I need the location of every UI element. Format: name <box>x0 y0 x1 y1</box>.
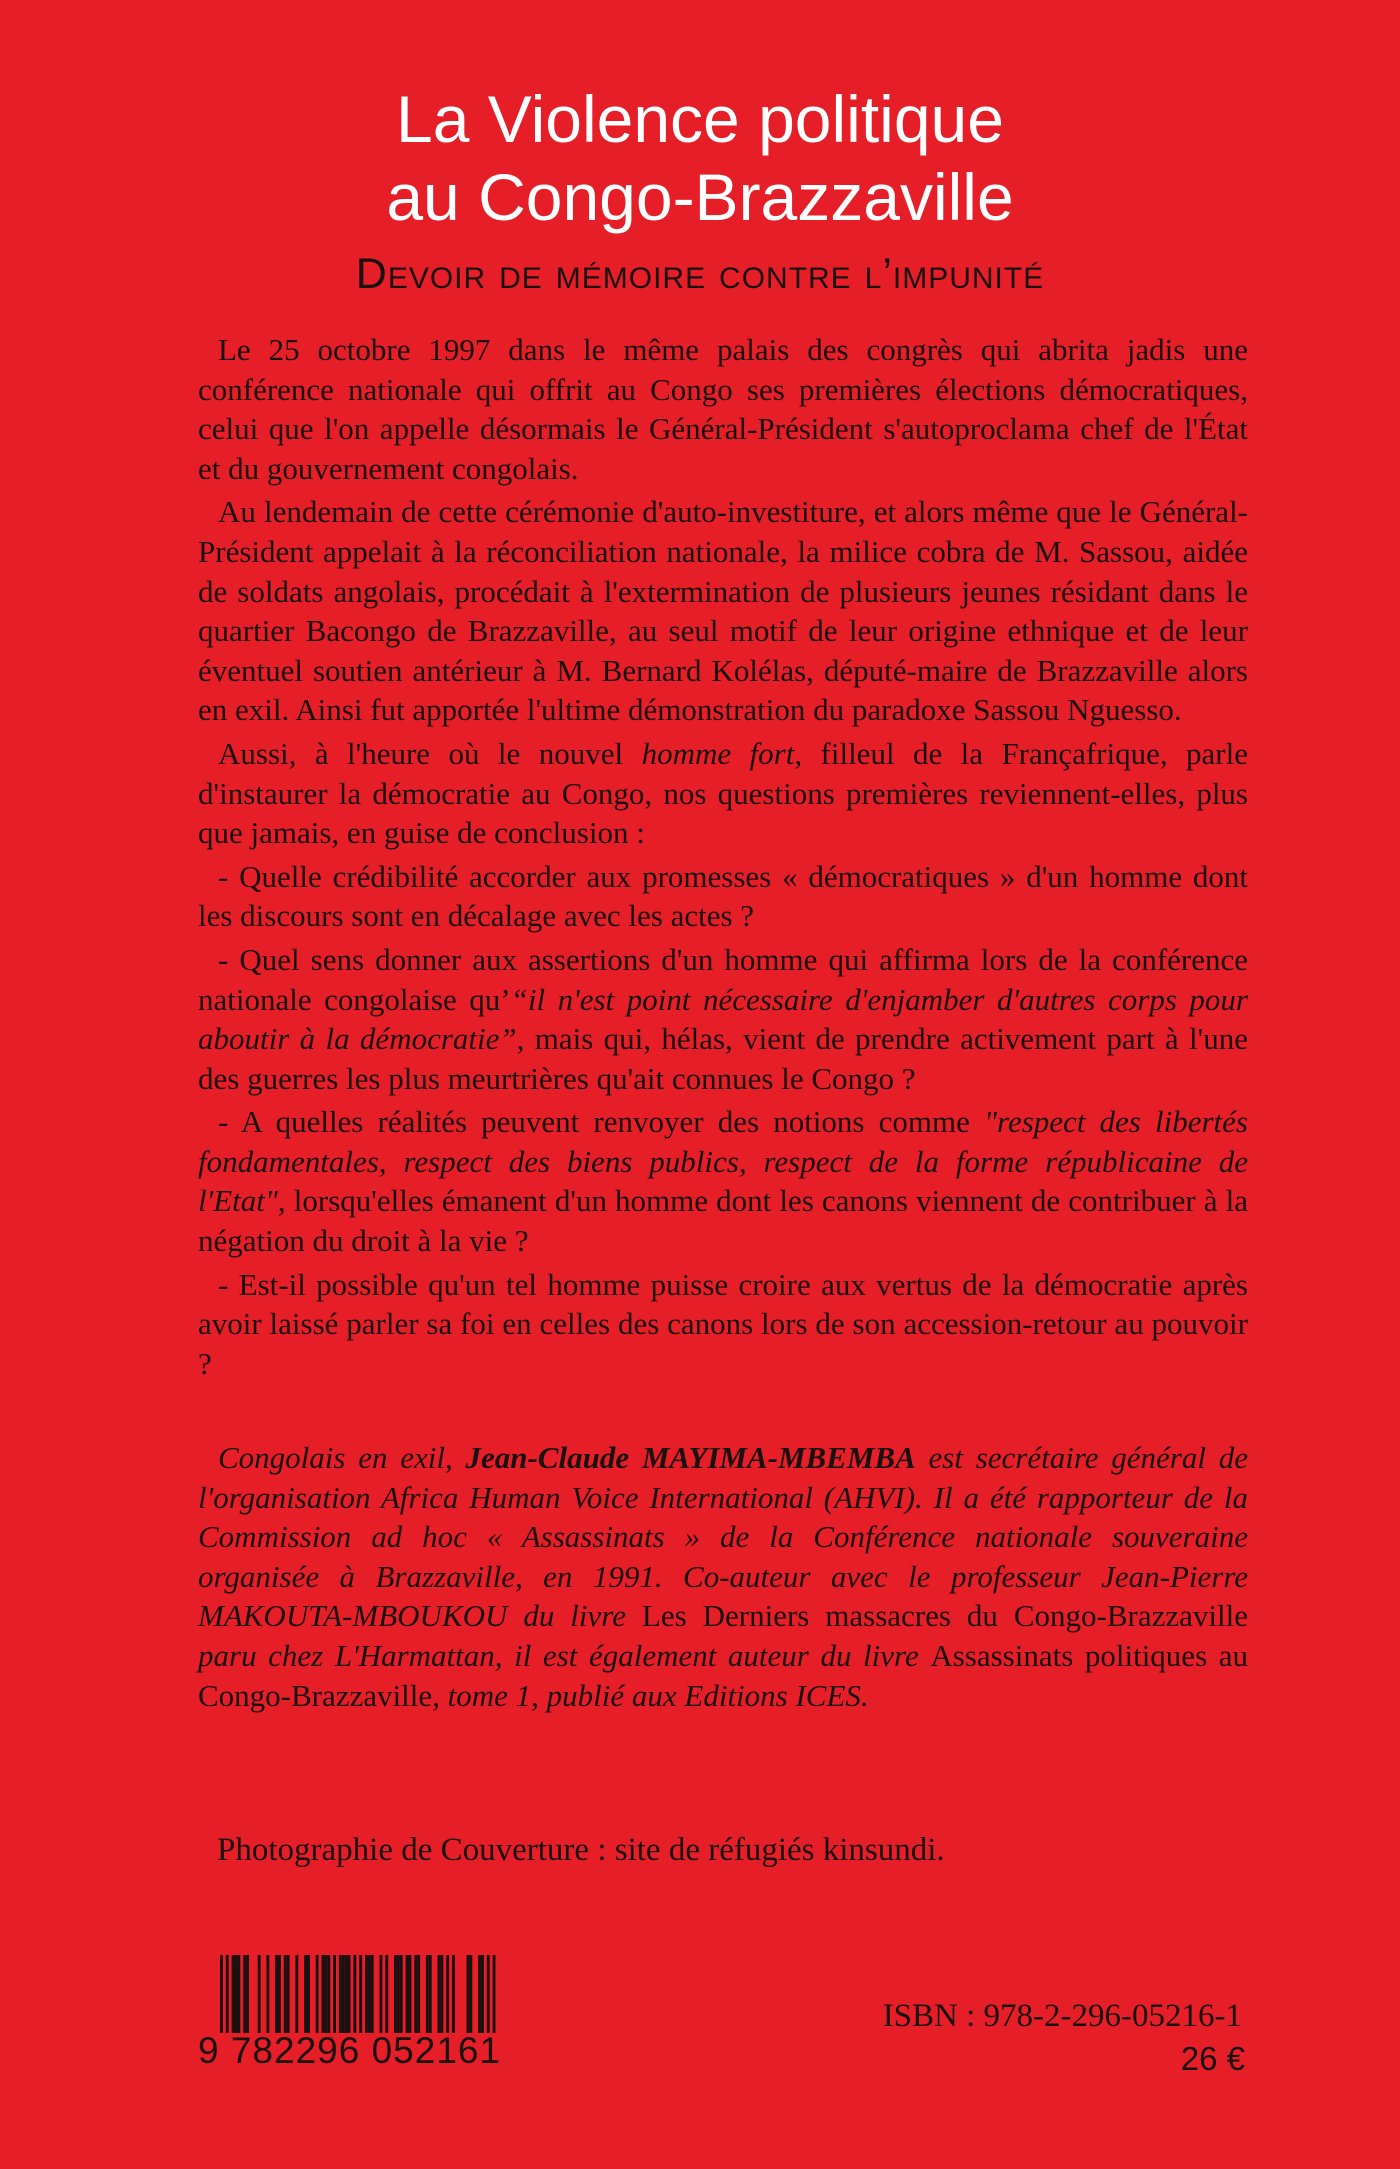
author-bio-paragraph <box>198 1438 1248 1715</box>
book-subtitle: Devoir de mémoire contre l’impunité <box>355 250 1045 298</box>
barcode-bar <box>353 1955 356 2033</box>
barcode-bar <box>365 1955 368 2033</box>
barcode-bar <box>406 1955 409 2033</box>
barcode-digits: 9 782296 052161 <box>198 2030 502 2071</box>
barcode-bar <box>304 1955 307 2033</box>
barcode-bar <box>220 1955 223 2033</box>
barcode-bar <box>478 1955 481 2033</box>
barcode-bar <box>339 1955 342 2033</box>
barcode-bar <box>426 1955 429 2033</box>
question-1: - Quelle crédibilité accorder aux promesses « démocratiques » d'un homme dont les discours sont en décalage avec les actes ? <box>198 858 1248 934</box>
barcode-bar <box>467 1955 470 2033</box>
barcode-bar <box>368 1955 371 2033</box>
question-2-text-a: - Quel sens donner aux assertions d'un homme qui affirma lors de la conférence nationale congolaise qu’ <box>198 941 1248 1017</box>
barcode-bar <box>380 1955 383 2033</box>
title-line-2: au Congo-Brazzaville <box>386 160 1014 234</box>
bio-text-a: Congolais en exil, <box>218 1440 466 1475</box>
barcode-bar <box>258 1955 261 2033</box>
barcode-bar <box>327 1955 330 2033</box>
barcode-bar <box>275 1955 278 2033</box>
barcode-bar <box>481 1955 484 2033</box>
barcode-bar <box>429 1955 432 2033</box>
barcode-bar <box>397 1955 400 2033</box>
isbn: ISBN : 978-2-296-05216-1 <box>882 1998 1242 2034</box>
question-3-text-a: - A quelles réalités peuvent renvoyer des notions comme <box>218 1104 985 1140</box>
barcode-bar <box>284 1955 287 2033</box>
bio-text-c: paru chez L'Harmattan, il est également auteur du livre <box>198 1637 931 1673</box>
barcode-bar <box>371 1955 374 2033</box>
barcode-bar <box>287 1955 290 2033</box>
barcode-bar <box>409 1955 412 2033</box>
barcode-bar <box>246 1955 249 2033</box>
barcode-bar <box>226 1955 229 2033</box>
barcode-bar <box>400 1955 403 2033</box>
barcode-bars <box>198 1955 510 2033</box>
barcode-bar <box>487 1955 490 2033</box>
barcode-bar <box>440 1955 443 2033</box>
barcode-bar <box>493 1955 496 2033</box>
barcode-bar <box>414 1955 417 2033</box>
price: 26 € <box>1180 2040 1245 2077</box>
book-title-2: Assassinats politiques au Congo-Brazzaville <box>198 1637 1248 1713</box>
barcode-bar <box>345 1955 348 2033</box>
paragraph-3-text-a: Aussi, à l'heure où le nouvel <box>218 735 642 771</box>
barcode-bar <box>438 1955 441 2033</box>
book-title-1: Les Derniers massacres du Congo-Brazzaville <box>641 1598 1248 1634</box>
question-2-text-b: , mais qui, hélas, vient de prendre activement part à l'une des guerres les plus meurtrières qu'ait connues le Congo ? <box>198 1021 1248 1096</box>
barcode-bar <box>243 1955 246 2033</box>
barcode-bar <box>333 1955 336 2033</box>
question-2 <box>198 940 1248 1098</box>
barcode-bar <box>417 1955 420 2033</box>
barcode-bar <box>322 1955 325 2033</box>
bio-text-d: , tome 1, publié aux Editions ICES. <box>432 1677 869 1713</box>
photo-credit: Photographie de Couverture : site de réfugiés kinsundi. <box>217 1832 945 1868</box>
back-cover-text <box>198 330 1248 1387</box>
barcode-bar <box>237 1955 240 2033</box>
paragraph-2: Au lendemain de cette cérémonie d'auto-investiture, et alors même que le Général-Président appelait à la réconciliation nationale, la milice cobra de M. Sassou, aidée de soldats angolais, procédait à l'extermination de plusieurs jeunes résidant dans le quartier Bacongo de Brazzaville, au seul motif de leur origine ethnique et de leur éventuel soutien antérieur à M. Bernard Kolélas, député-maire de Brazzaville alors en exil. Ainsi fut apportée l'ultime démonstration du paradoxe Sassou Nguesso. <box>198 494 1248 728</box>
barcode-bar <box>307 1955 310 2033</box>
paragraph-1: Le 25 octobre 1997 dans le même palais des congrès qui abrita jadis une conférence nationale qui offrit au Congo ses premières élections démocratiques, celui que l'on appelle désormais le Général-Président s'autoproclama chef de l'État et du gouvernement congolais. <box>198 332 1248 486</box>
question-3 <box>198 1102 1248 1260</box>
barcode-bar <box>278 1955 281 2033</box>
question-3-text-b: , lorsqu'elles émanent d'un homme dont les canons viennent de contribuer à la négation du droit à la vie ? <box>198 1183 1248 1259</box>
barcode-bar <box>324 1955 327 2033</box>
barcode-bar <box>359 1955 362 2033</box>
question-2-quote: “il n'est point nécessaire d'enjamber d'autres corps pour aboutir à la démocratie” <box>198 981 1248 1057</box>
bio-text-b: est secrétaire général de l'organisation Africa Human Voice International (AHVI). Il a été rapporteur de la Commission ad hoc « Assassinats » de la Conférence nationale souveraine organisée à Brazzaville, en 1991. Co-auteur avec le professeur Jean-Pierre MAKOUTA-MBOUKOU du livre <box>198 1440 1248 1634</box>
question-3-quote: "respect des libertés fondamentales, respect des biens publics, respect de la forme républicaine de l'Etat" <box>198 1104 1248 1219</box>
barcode-bar <box>394 1955 397 2033</box>
author-bio <box>198 1438 1248 1715</box>
barcode-bar <box>452 1955 455 2033</box>
question-4: - Est-il possible qu'un tel homme puisse croire aux vertus de la démocratie après avoir laissé parler sa foi en celles des canons lors de son accession-retour au pouvoir ? <box>198 1266 1248 1381</box>
paragraph-3-emphasis: homme fort <box>641 735 795 771</box>
title-line-1: La Violence politique <box>396 82 1004 156</box>
book-title <box>0 80 1400 236</box>
author-name: Jean-Claude MAYIMA-MBEMBA <box>465 1440 916 1475</box>
barcode-bar <box>348 1955 351 2033</box>
barcode-bar <box>295 1955 298 2033</box>
barcode-bar <box>469 1955 472 2033</box>
barcode-bar <box>235 1955 238 2033</box>
paragraph-3 <box>198 734 1248 853</box>
paragraph-3-text-b: , filleul de la Françafrique, parle d'instaurer la démocratie au Congo, nos questions premières reviennent-elles, plus que jamais, en guise de conclusion : <box>198 735 1249 851</box>
barcode-bar <box>385 1955 388 2033</box>
barcode-bar <box>342 1955 345 2033</box>
barcode-bar <box>446 1955 449 2033</box>
barcode-bar <box>266 1955 269 2033</box>
barcode-bar <box>232 1955 235 2033</box>
barcode-bar <box>316 1955 319 2033</box>
